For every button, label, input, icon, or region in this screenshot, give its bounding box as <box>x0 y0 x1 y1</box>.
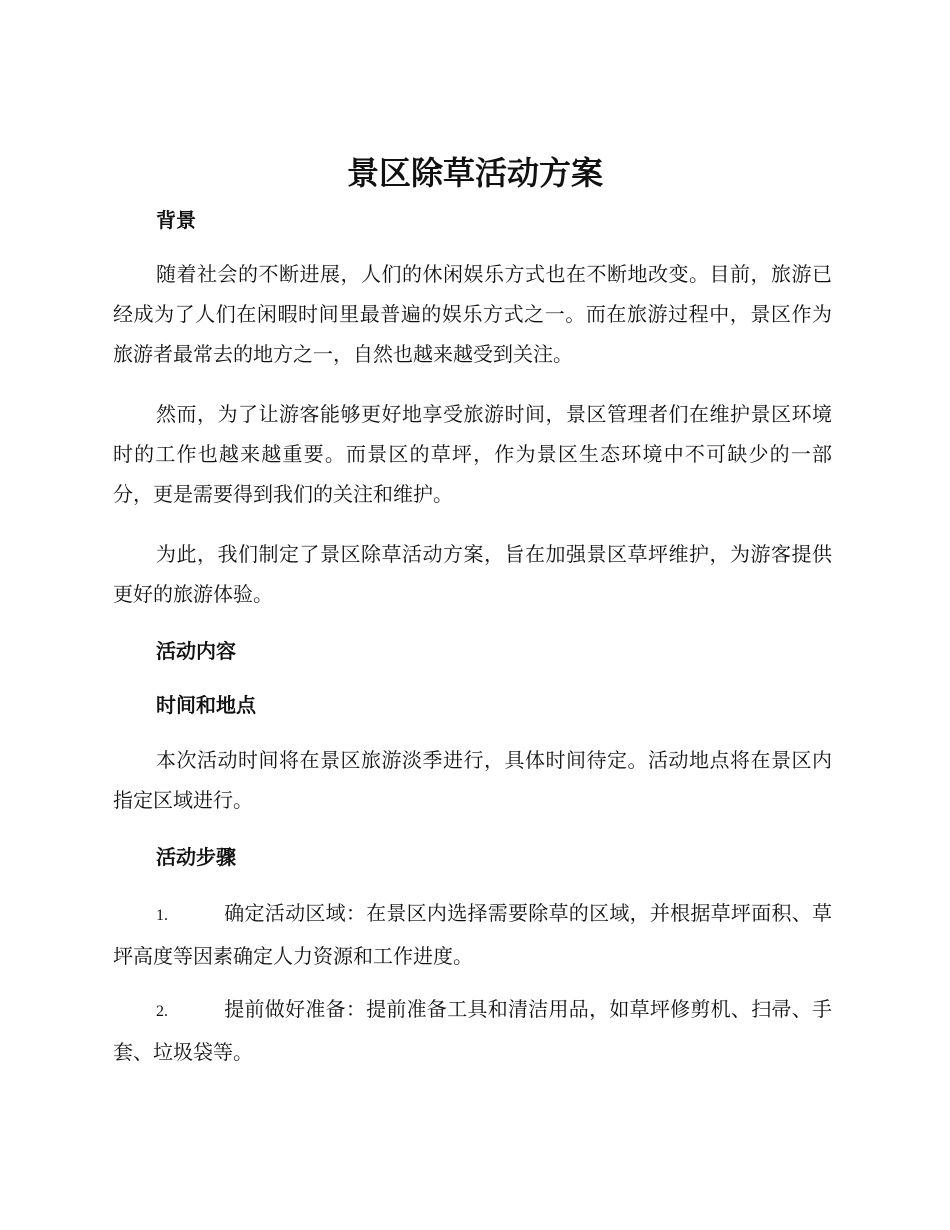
section-heading-steps: 活动步骤 <box>156 845 236 869</box>
paragraph-time-place: 本次活动时间将在景区旅游淡季进行，具体时间待定。活动地点将在景区内指定区域进行。 <box>113 748 832 812</box>
paragraph-background-1: 随着社会的不断进展，人们的休闲娱乐方式也在不断地改变。目前，旅游已经成为了人们在闲暇时间里最普遍的娱乐方式之一。而在旅游过程中，景区作为旅游者最常去的地方之一，自然也越来越受到关注。 <box>113 262 832 366</box>
list-item <box>113 989 832 1072</box>
section-heading-background: 背景 <box>156 208 196 232</box>
list-item-number: 2. <box>156 1003 168 1020</box>
section-heading-time-place: 时间和地点 <box>156 693 256 717</box>
list-item-text: 确定活动区域：在景区内选择需要除草的区域，并根据草坪面积、草坪高度等因素确定人力资源和工作进度。 <box>113 901 832 968</box>
list-item-number: 1. <box>156 907 168 924</box>
list-item <box>113 893 832 976</box>
paragraph-background-2: 然而，为了让游客能够更好地享受旅游时间，景区管理者们在维护景区环境时的工作也越来越重要。而景区的草坪，作为景区生态环境中不可缺少的一部分，更是需要得到我们的关注和维护。 <box>113 402 832 506</box>
list-item-text: 提前做好准备：提前准备工具和清洁用品，如草坪修剪机、扫帚、手套、垃圾袋等。 <box>113 997 832 1064</box>
document-title: 景区除草活动方案 <box>346 154 603 192</box>
section-heading-activity: 活动内容 <box>156 639 236 663</box>
paragraph-background-3: 为此，我们制定了景区除草活动方案，旨在加强景区草坪维护，为游客提供更好的旅游体验。 <box>113 542 832 606</box>
